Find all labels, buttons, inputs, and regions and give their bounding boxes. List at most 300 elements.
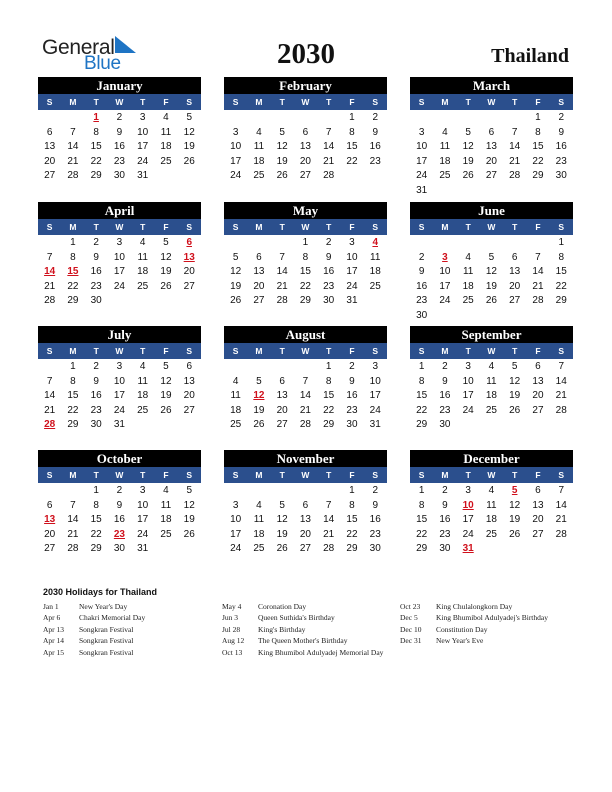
day-cell: 16 <box>90 266 102 278</box>
month-title: June <box>410 202 573 219</box>
day-cell: 22 <box>346 528 358 540</box>
day-cell: 9 <box>558 126 564 138</box>
day-cell: 23 <box>323 280 335 292</box>
day-cell: 31 <box>137 543 149 555</box>
day-cell: 18 <box>462 280 474 292</box>
day-cell: 27 <box>44 543 56 555</box>
day-cell: 1 <box>418 361 425 372</box>
holiday-item <box>43 601 223 612</box>
weekday-label: S <box>558 470 565 480</box>
holiday-name: Songkran Festival <box>79 647 134 657</box>
weekday-label: S <box>558 222 565 232</box>
day-cell: 28 <box>323 543 335 555</box>
day-cell: 15 <box>67 390 79 402</box>
day-cell: 19 <box>183 514 195 526</box>
month-title: October <box>38 450 201 467</box>
empty-day-cell <box>271 360 294 375</box>
weekday-label: F <box>349 470 355 480</box>
day-cell: 23 <box>346 404 358 416</box>
day-cell: 22 <box>323 404 335 416</box>
weekday-label: F <box>535 346 541 356</box>
day-cell: 28 <box>299 419 311 431</box>
holiday-day-cell: 5 <box>511 485 518 496</box>
day-cell: 30 <box>416 309 428 321</box>
day-cell: 22 <box>67 280 79 292</box>
weekday-label: S <box>372 222 379 232</box>
day-cell: 2 <box>372 112 378 123</box>
day-cell: 24 <box>230 170 242 182</box>
weekday-label: T <box>140 97 146 107</box>
day-cell: 8 <box>349 499 355 511</box>
day-cell: 4 <box>139 237 146 248</box>
day-cell: 26 <box>276 543 288 555</box>
weekday-label: M <box>441 222 449 232</box>
holiday-day-cell: 12 <box>253 390 265 402</box>
day-grid <box>38 359 201 433</box>
holiday-name: Constitution Day <box>436 624 488 634</box>
month-title: May <box>224 202 387 219</box>
day-cell: 21 <box>323 155 335 167</box>
day-cell: 24 <box>137 155 149 167</box>
day-cell: 5 <box>186 485 192 496</box>
day-cell: 21 <box>323 528 335 540</box>
day-cell: 4 <box>139 361 146 372</box>
weekday-label: S <box>418 346 425 356</box>
month-april <box>38 202 201 309</box>
day-cell: 27 <box>485 170 497 182</box>
holiday-day-cell: 15 <box>67 266 79 278</box>
day-cell: 22 <box>90 528 102 540</box>
day-cell: 27 <box>299 543 311 555</box>
empty-day-cell <box>247 360 270 375</box>
day-cell: 7 <box>70 499 76 511</box>
day-cell: 15 <box>532 141 544 153</box>
day-cell: 25 <box>137 404 149 416</box>
day-cell: 30 <box>369 543 381 555</box>
day-cell: 27 <box>299 170 311 182</box>
day-cell: 10 <box>439 266 451 278</box>
day-cell: 30 <box>346 419 358 431</box>
day-cell: 4 <box>163 485 169 496</box>
holiday-date: Dec 5 <box>400 613 418 623</box>
day-cell: 12 <box>160 375 172 387</box>
weekday-label: T <box>326 222 332 232</box>
day-cell: 6 <box>46 499 53 511</box>
empty-day-cell <box>503 236 526 251</box>
day-cell: 1 <box>558 237 564 248</box>
day-cell: 9 <box>442 375 448 387</box>
day-cell: 4 <box>232 375 239 387</box>
day-cell: 6 <box>186 361 192 372</box>
day-cell: 30 <box>90 295 102 307</box>
day-cell: 20 <box>299 155 311 167</box>
day-cell: 18 <box>253 155 265 167</box>
holiday-date: Apr 14 <box>43 636 65 646</box>
day-cell: 14 <box>67 514 79 526</box>
day-grid <box>410 359 573 433</box>
weekday-label: S <box>558 97 565 107</box>
day-cell: 24 <box>346 280 358 292</box>
weekday-header <box>410 219 573 235</box>
day-cell: 13 <box>485 141 497 153</box>
day-cell: 29 <box>67 419 79 431</box>
weekday-label: F <box>535 470 541 480</box>
day-cell: 7 <box>535 251 541 263</box>
day-cell: 18 <box>253 528 265 540</box>
day-cell: 6 <box>279 375 285 387</box>
day-cell: 24 <box>439 295 451 307</box>
day-cell: 20 <box>183 266 195 278</box>
day-cell: 3 <box>232 126 239 138</box>
weekday-label: T <box>93 346 99 356</box>
weekday-label: T <box>140 470 146 480</box>
day-cell: 26 <box>183 528 195 540</box>
day-cell: 30 <box>323 295 335 307</box>
empty-day-cell <box>271 484 294 499</box>
weekday-label: W <box>487 346 496 356</box>
holiday-day-cell: 23 <box>113 528 125 540</box>
day-cell: 11 <box>160 499 172 511</box>
holidays-title: 2030 Holidays for Thailand <box>43 587 158 597</box>
day-cell: 2 <box>93 361 99 372</box>
month-february <box>224 77 387 184</box>
weekday-label: S <box>232 470 239 480</box>
weekday-label: F <box>349 222 355 232</box>
day-cell: 25 <box>485 528 497 540</box>
day-cell: 10 <box>230 141 242 153</box>
empty-day-cell <box>526 236 549 251</box>
day-cell: 5 <box>279 499 285 511</box>
day-cell: 19 <box>276 528 288 540</box>
day-cell: 11 <box>439 141 451 153</box>
day-cell: 29 <box>67 295 79 307</box>
day-cell: 12 <box>509 499 521 511</box>
day-cell: 18 <box>160 514 172 526</box>
weekday-label: F <box>163 222 169 232</box>
weekday-label: M <box>69 346 77 356</box>
day-cell: 14 <box>299 390 311 402</box>
weekday-label: T <box>465 222 471 232</box>
weekday-label: S <box>186 346 193 356</box>
holiday-day-cell: 3 <box>442 251 448 263</box>
day-cell: 7 <box>325 126 332 138</box>
day-cell: 22 <box>532 155 544 167</box>
month-title: September <box>410 326 573 343</box>
empty-day-cell <box>410 111 433 126</box>
weekday-label: T <box>279 222 285 232</box>
day-cell: 24 <box>462 528 474 540</box>
day-cell: 9 <box>372 499 378 511</box>
weekday-label: S <box>372 97 379 107</box>
day-cell: 19 <box>485 280 497 292</box>
holiday-name: The Queen Mother's Birthday <box>258 636 348 646</box>
empty-day-cell <box>433 111 456 126</box>
day-cell: 19 <box>230 280 242 292</box>
day-cell: 14 <box>44 390 56 402</box>
day-cell: 28 <box>509 170 521 182</box>
day-cell: 15 <box>346 141 358 153</box>
weekday-label: S <box>232 222 239 232</box>
weekday-label: S <box>418 97 425 107</box>
weekday-header <box>224 219 387 235</box>
day-cell: 9 <box>442 499 448 511</box>
day-cell: 22 <box>90 155 102 167</box>
day-cell: 22 <box>346 155 358 167</box>
weekday-label: M <box>69 222 77 232</box>
month-title: December <box>410 450 573 467</box>
weekday-label: S <box>372 346 379 356</box>
weekday-label: W <box>301 222 310 232</box>
day-cell: 16 <box>113 141 125 153</box>
day-cell: 17 <box>113 266 125 278</box>
day-cell: 25 <box>253 543 265 555</box>
day-cell: 19 <box>183 141 195 153</box>
day-cell: 30 <box>113 543 125 555</box>
day-cell: 8 <box>302 251 309 263</box>
day-cell: 28 <box>67 543 79 555</box>
day-cell: 18 <box>369 266 381 278</box>
weekday-label: M <box>255 346 263 356</box>
weekday-label: F <box>349 97 355 107</box>
empty-day-cell <box>294 360 317 375</box>
day-cell: 16 <box>416 280 428 292</box>
day-cell: 27 <box>532 404 544 416</box>
day-cell: 26 <box>160 280 172 292</box>
day-cell: 7 <box>279 251 285 263</box>
day-cell: 21 <box>44 404 56 416</box>
holiday-item <box>222 635 402 646</box>
day-grid <box>224 235 387 309</box>
day-cell: 17 <box>137 514 149 526</box>
day-cell: 19 <box>509 390 521 402</box>
month-october <box>38 450 201 557</box>
month-december <box>410 450 573 557</box>
day-cell: 9 <box>93 375 99 387</box>
day-cell: 3 <box>465 485 471 496</box>
day-cell: 8 <box>349 126 355 138</box>
day-cell: 18 <box>137 266 149 278</box>
holiday-item <box>400 612 580 623</box>
day-cell: 16 <box>439 514 451 526</box>
day-cell: 20 <box>253 280 265 292</box>
logo-blue-text: Blue <box>84 53 121 74</box>
day-cell: 9 <box>93 251 99 263</box>
month-title: January <box>38 77 201 94</box>
weekday-label: S <box>46 97 53 107</box>
day-cell: 8 <box>93 126 99 138</box>
empty-day-cell <box>224 111 247 126</box>
weekday-label: T <box>279 470 285 480</box>
day-cell: 15 <box>555 266 567 278</box>
day-cell: 20 <box>532 390 544 402</box>
day-cell: 29 <box>323 419 335 431</box>
day-cell: 14 <box>67 141 79 153</box>
holiday-day-cell: 28 <box>44 419 56 431</box>
holiday-day-cell: 31 <box>462 543 474 555</box>
day-cell: 7 <box>325 499 332 511</box>
day-cell: 20 <box>509 280 521 292</box>
day-cell: 29 <box>532 170 544 182</box>
day-cell: 28 <box>323 170 335 182</box>
day-cell: 21 <box>555 514 567 526</box>
weekday-label: T <box>326 346 332 356</box>
weekday-header <box>224 343 387 359</box>
day-cell: 23 <box>416 295 428 307</box>
day-cell: 7 <box>558 485 564 496</box>
day-cell: 25 <box>253 170 265 182</box>
day-cell: 6 <box>302 499 309 511</box>
day-cell: 25 <box>485 404 497 416</box>
day-grid <box>38 235 201 309</box>
day-cell: 17 <box>439 280 451 292</box>
holiday-date: May 4 <box>222 602 242 611</box>
day-cell: 23 <box>439 528 451 540</box>
day-cell: 27 <box>276 419 288 431</box>
day-cell: 18 <box>439 155 451 167</box>
day-cell: 22 <box>416 404 428 416</box>
day-cell: 4 <box>256 499 262 511</box>
holiday-column <box>222 601 402 658</box>
empty-day-cell <box>247 236 270 251</box>
holiday-column <box>400 601 580 647</box>
holiday-item <box>43 612 223 623</box>
weekday-label: W <box>487 470 496 480</box>
day-cell: 3 <box>349 237 355 248</box>
weekday-label: S <box>418 470 425 480</box>
day-cell: 11 <box>137 375 148 387</box>
holiday-day-cell: 13 <box>44 514 56 526</box>
empty-day-cell <box>224 484 247 499</box>
day-cell: 31 <box>113 419 125 431</box>
empty-day-cell <box>294 111 317 126</box>
day-cell: 24 <box>113 404 125 416</box>
holiday-date: Oct 23 <box>400 602 421 611</box>
empty-day-cell <box>38 236 61 251</box>
day-cell: 22 <box>555 280 567 292</box>
day-cell: 14 <box>323 141 335 153</box>
day-cell: 17 <box>230 528 242 540</box>
day-cell: 27 <box>253 295 265 307</box>
weekday-label: F <box>349 346 355 356</box>
holiday-date: Apr 13 <box>43 624 65 634</box>
day-cell: 13 <box>532 375 544 387</box>
day-cell: 3 <box>465 361 471 372</box>
day-grid <box>410 235 573 324</box>
day-cell: 7 <box>511 126 518 138</box>
day-cell: 20 <box>44 155 56 167</box>
day-cell: 16 <box>369 141 381 153</box>
day-cell: 26 <box>183 155 195 167</box>
empty-day-cell <box>247 484 270 499</box>
day-cell: 3 <box>116 237 123 248</box>
day-cell: 6 <box>511 251 518 263</box>
day-cell: 25 <box>369 280 381 292</box>
weekday-label: M <box>255 222 263 232</box>
month-august <box>224 326 387 433</box>
day-cell: 26 <box>253 419 265 431</box>
weekday-label: T <box>326 97 332 107</box>
day-grid <box>410 483 573 557</box>
day-cell: 3 <box>139 112 146 123</box>
day-cell: 4 <box>488 361 495 372</box>
day-cell: 23 <box>369 528 381 540</box>
day-cell: 20 <box>183 390 195 402</box>
holiday-name: Songkran Festival <box>79 636 134 646</box>
weekday-label: W <box>115 470 124 480</box>
day-cell: 27 <box>183 280 195 292</box>
day-grid <box>38 483 201 557</box>
day-cell: 14 <box>509 141 521 153</box>
weekday-header <box>410 94 573 110</box>
day-cell: 15 <box>346 514 358 526</box>
day-cell: 13 <box>253 266 265 278</box>
day-cell: 2 <box>442 485 448 496</box>
day-cell: 21 <box>67 155 79 167</box>
weekday-label: F <box>163 97 169 107</box>
day-cell: 15 <box>90 141 102 153</box>
day-cell: 20 <box>299 528 311 540</box>
day-cell: 6 <box>302 126 309 138</box>
day-cell: 10 <box>137 126 149 138</box>
day-cell: 19 <box>160 390 172 402</box>
day-cell: 10 <box>230 514 242 526</box>
day-cell: 15 <box>323 390 335 402</box>
holiday-day-cell: 13 <box>183 251 195 263</box>
weekday-label: T <box>140 222 146 232</box>
day-cell: 17 <box>462 514 474 526</box>
day-cell: 24 <box>416 170 428 182</box>
day-cell: 29 <box>90 170 102 182</box>
day-cell: 8 <box>70 251 76 263</box>
day-cell: 31 <box>369 419 381 431</box>
day-cell: 1 <box>70 237 76 248</box>
holiday-name: King Bhumibol Adulyadej Memorial Day <box>258 647 384 657</box>
day-cell: 30 <box>555 170 567 182</box>
empty-day-cell <box>61 484 84 499</box>
day-cell: 11 <box>160 126 172 138</box>
day-cell: 11 <box>486 375 497 387</box>
day-cell: 20 <box>44 528 56 540</box>
weekday-label: S <box>232 97 239 107</box>
day-cell: 25 <box>462 295 474 307</box>
day-cell: 26 <box>509 528 521 540</box>
day-cell: 16 <box>90 390 102 402</box>
weekday-label: F <box>163 470 169 480</box>
weekday-label: S <box>46 346 53 356</box>
month-title: July <box>38 326 201 343</box>
day-cell: 20 <box>276 404 288 416</box>
day-cell: 24 <box>230 543 242 555</box>
day-cell: 6 <box>535 361 541 372</box>
empty-day-cell <box>457 111 480 126</box>
day-cell: 26 <box>230 295 242 307</box>
empty-day-cell <box>433 236 456 251</box>
weekday-label: S <box>46 222 53 232</box>
day-cell: 6 <box>46 126 53 138</box>
empty-day-cell <box>38 360 61 375</box>
weekday-label: M <box>441 470 449 480</box>
month-may <box>224 202 387 309</box>
day-cell: 13 <box>509 266 521 278</box>
month-title: February <box>224 77 387 94</box>
day-cell: 11 <box>253 514 265 526</box>
holiday-day-cell: 1 <box>93 112 99 123</box>
weekday-label: S <box>558 346 565 356</box>
weekday-label: T <box>279 97 285 107</box>
weekday-header <box>38 467 201 483</box>
day-cell: 25 <box>439 170 451 182</box>
day-cell: 10 <box>113 251 125 263</box>
